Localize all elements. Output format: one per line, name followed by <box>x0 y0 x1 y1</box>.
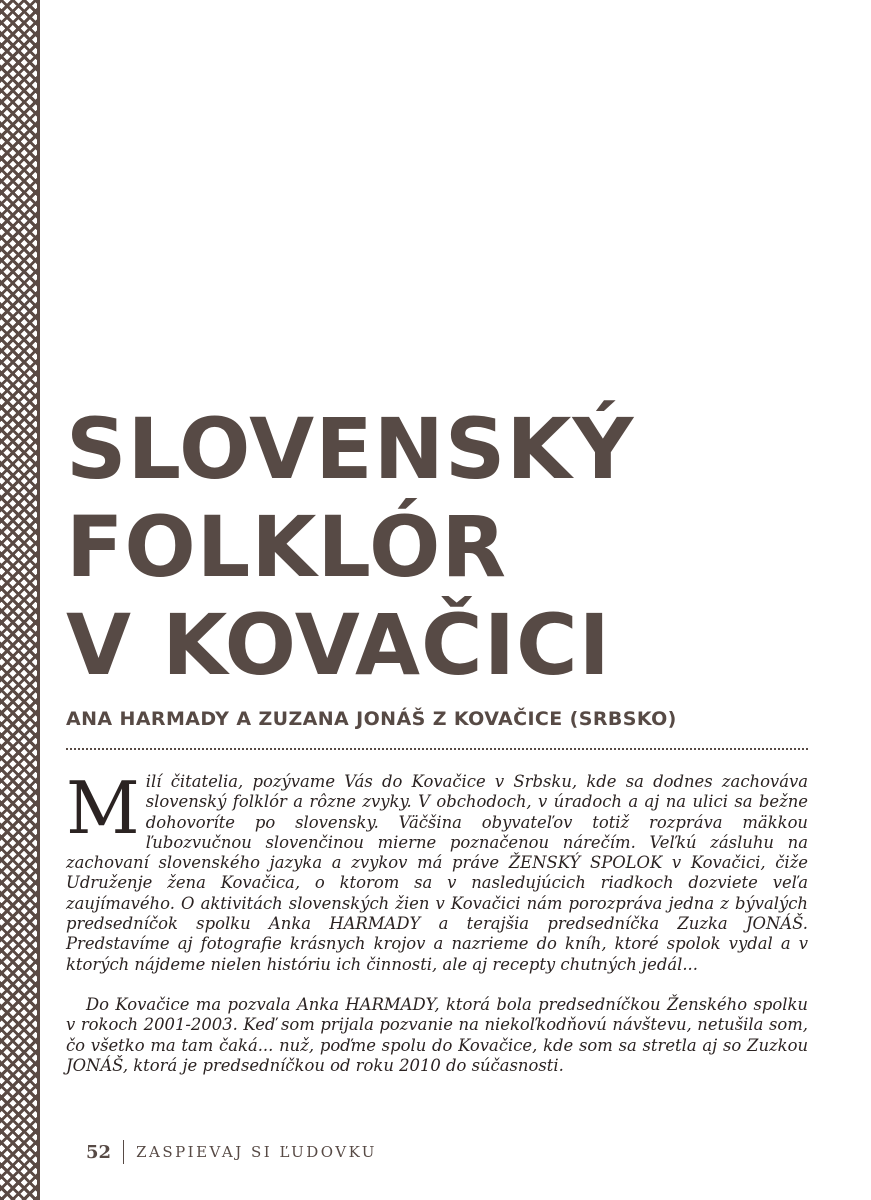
drop-cap: M <box>66 766 140 850</box>
page-number: 52 <box>86 1141 112 1163</box>
title-line-2: FOLKLÓR <box>66 498 508 596</box>
footer-separator <box>123 1140 124 1164</box>
title-line-1: SLOVENSKÝ <box>66 400 635 498</box>
paragraph-1-text: ilí čitatelia, pozývame Vás do Kovačice v Srbsku, kde sa dodnes zachováva slovenský folklór a rôzne zvyky. V obchodoch, v úradoch a aj na ulici sa bežne dohovoríte po slovensky. Väčšina obyvateľov totiž rozpráva mäkkou ľubozvučnou slovenčinou mierne poznačenou nárečím. Veľkú zásluhu na zachovaní slovenského jazyka a zvykov má práve ŽENSKÝ SPOLOK v Kovačici, čiže Udruženje žena Kovačica, o ktorom sa v nasledujúcich riadkoch dozviete veľa zaujímavého. O aktivitách slovenských žien v Kovačici nám porozpráva jedna z bývalých predsedníčok spolku Anka HARMADY a terajšia predsedníčka Zuzka JONÁŠ. Predstavíme aj fotografie krásnych krojov a nazrieme do kníh, ktoré spolok vydal a v ktorých nájdeme nielen históriu ich činnosti, ale aj recepty chutných jedál... <box>66 772 808 974</box>
article-body <box>66 766 808 1076</box>
page-footer <box>86 1140 377 1164</box>
article-paragraph-1 <box>66 766 808 975</box>
article-title <box>66 400 826 694</box>
dotted-divider <box>66 748 808 750</box>
article-paragraph-2: Do Kovačice ma pozvala Anka HARMADY, ktorá bola predsedníčkou Ženského spolku v rokoch 2001-2003. Keď som prijala pozvanie na niekoľkodňovú návštevu, netušila som, čo všetko ma tam čaká... nuž, poďme spolu do Kovačice, kde som sa stretla aj so Zuzkou JONÁŠ, ktorá je predsedníčkou od roku 2010 do súčasnosti. <box>66 994 808 1075</box>
folk-ornament-border <box>0 0 40 1200</box>
running-head: ZASPIEVAJ SI ĽUDOVKU <box>136 1143 377 1161</box>
title-line-3: V KOVAČICI <box>66 596 611 694</box>
article-byline: ANA HARMADY A ZUZANA JONÁŠ Z KOVAČICE (SRBSKO) <box>66 708 677 730</box>
